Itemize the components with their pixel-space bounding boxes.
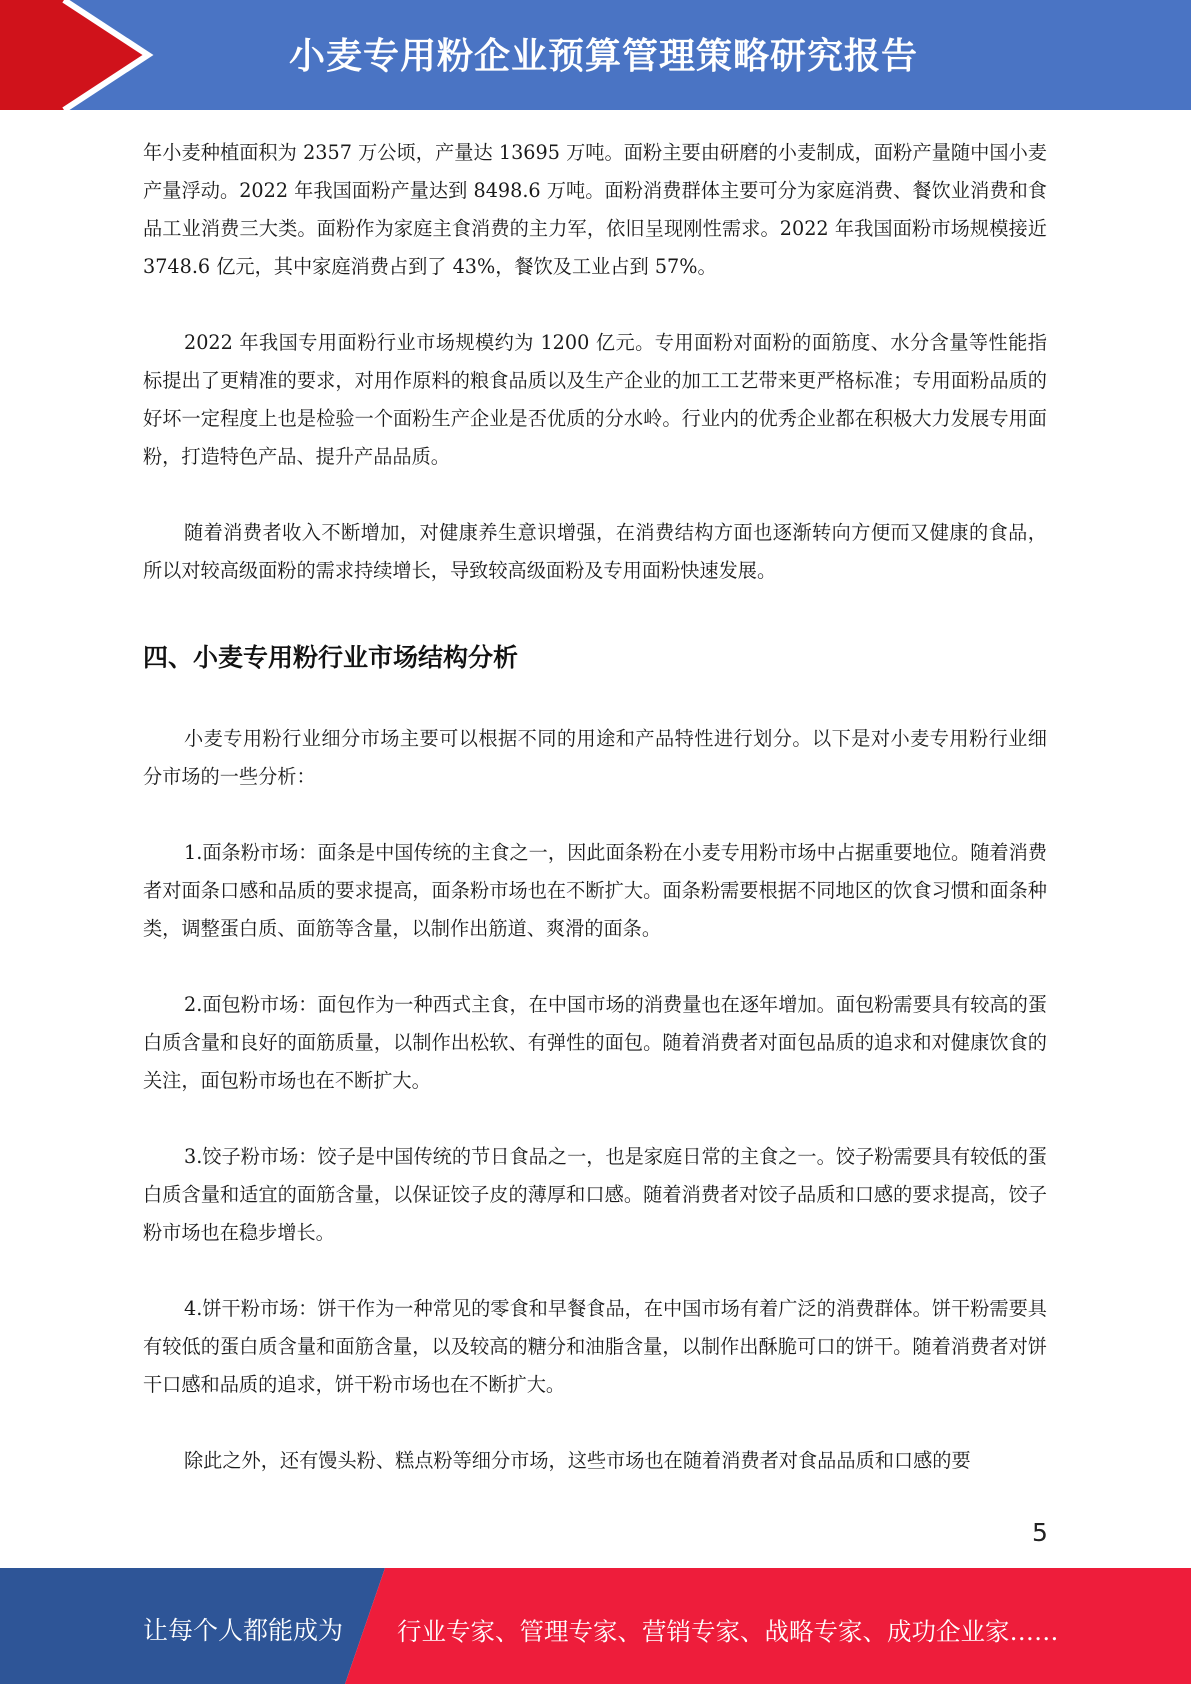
page-header: [0, 0, 1191, 110]
paragraph-section-intro: 小麦专用粉行业细分市场主要可以根据不同的用途和产品特性进行划分。以下是对小麦专用粉行业细分市场的一些分析：: [143, 727, 1047, 788]
footer-slogan-left: 让每个人都能成为: [143, 1616, 344, 1645]
section-heading: 四、小麦专用粉行业市场结构分析: [143, 643, 519, 672]
paragraph-intro-2: 2022 年我国专用面粉行业市场规模约为 1200 亿元。专用面粉对面粉的面筋度、水分含量等性能指标提出了更精准的要求，对用作原料的粮食品质以及生产企业的加工工艺带来更严格标准；专用面粉品质的好坏一定程度上也是检验一个面粉生产企业是否优质的分水岭。行业内的优秀企业都在积极大力发展专用面粉，打造特色产品、提升产品品质。: [143, 331, 1047, 468]
document-body: [143, 134, 1047, 1518]
paragraph-dumpling-flour: 3.饺子粉市场：饺子是中国传统的节日食品之一，也是家庭日常的主食之一。饺子粉需要具有较低的蛋白质含量和适宜的面筋含量，以保证饺子皮的薄厚和口感。随着消费者对饺子品质和口感的要求提高，饺子粉市场也在稳步增长。: [143, 1145, 1047, 1244]
paragraph-intro-1: 年小麦种植面积为 2357 万公顷，产量达 13695 万吨。面粉主要由研磨的小麦制成，面粉产量随中国小麦产量浮动。2022 年我国面粉产量达到 8498.6 万吨。面粉消费群体主要可分为家庭消费、餐饮业消费和食品工业消费三大类。面粉作为家庭主食消费的主力军，依旧呈现刚性需求。2022 年我国面粉市场规模接近 3748.6 亿元，其中家庭消费占到了 43%，餐饮及工业占到 57%。: [143, 141, 1047, 278]
page-footer: [0, 1568, 1191, 1684]
report-title: 小麦专用粉企业预算管理策略研究报告: [288, 36, 918, 77]
page-number: 5: [1032, 1518, 1048, 1547]
paragraph-intro-3: 随着消费者收入不断增加，对健康养生意识增强，在消费结构方面也逐渐转向方便而又健康的食品，所以对较高级面粉的需求持续增长，导致较高级面粉及专用面粉快速发展。: [143, 521, 1047, 582]
footer-slogan-right: 行业专家、管理专家、营销专家、战略专家、成功企业家……: [397, 1617, 1059, 1646]
paragraph-noodle-flour: 1.面条粉市场：面条是中国传统的主食之一，因此面条粉在小麦专用粉市场中占据重要地位。随着消费者对面条口感和品质的要求提高，面条粉市场也在不断扩大。面条粉需要根据不同地区的饮食习惯和面条种类，调整蛋白质、面筋等含量，以制作出筋道、爽滑的面条。: [143, 841, 1047, 940]
paragraph-bread-flour: 2.面包粉市场：面包作为一种西式主食，在中国市场的消费量也在逐年增加。面包粉需要具有较高的蛋白质含量和良好的面筋质量，以制作出松软、有弹性的面包。随着消费者对面包品质的追求和对健康饮食的关注，面包粉市场也在不断扩大。: [143, 993, 1047, 1092]
paragraph-other-markets: 除此之外，还有馒头粉、糕点粉等细分市场，这些市场也在随着消费者对食品品质和口感的要: [184, 1449, 971, 1472]
paragraph-biscuit-flour: 4.饼干粉市场：饼干作为一种常见的零食和早餐食品，在中国市场有着广泛的消费群体。饼干粉需要具有较低的蛋白质含量和面筋含量，以及较高的糖分和油脂含量，以制作出酥脆可口的饼干。随着消费者对饼干口感和品质的追求，饼干粉市场也在不断扩大。: [143, 1297, 1047, 1396]
